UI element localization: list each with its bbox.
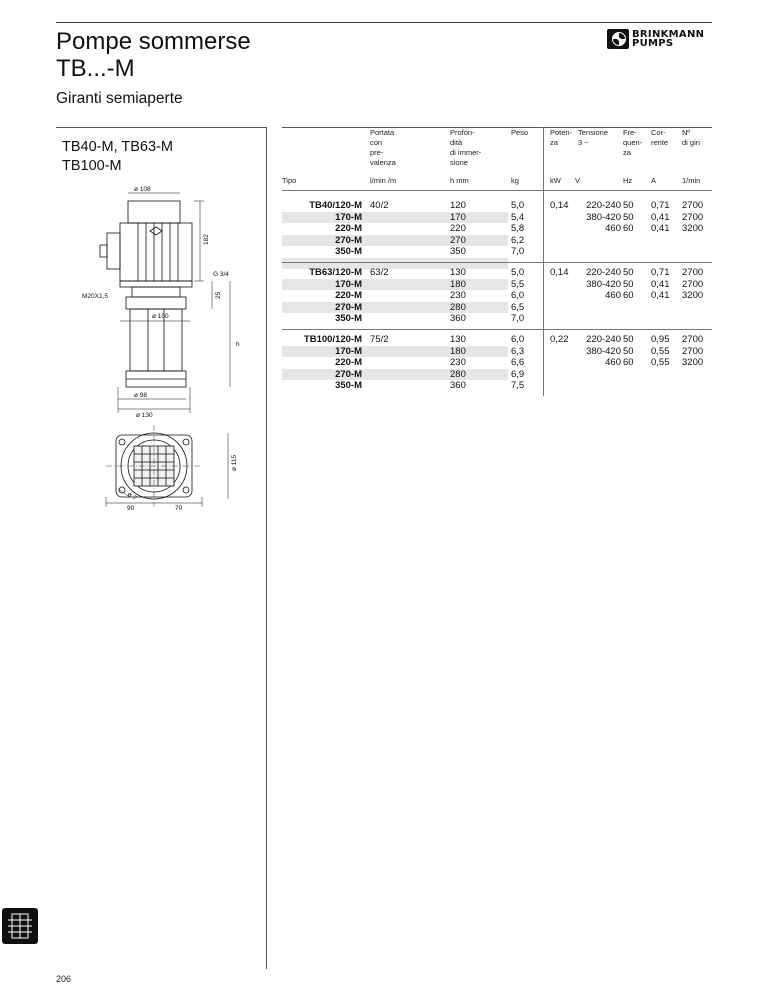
rpm-cell: 3200 (682, 290, 704, 301)
header-portata-l4: valenza (370, 158, 396, 167)
dim-130-label: ø 130 (136, 412, 153, 419)
rpm-cell: 2700 (682, 345, 704, 357)
depth-cell: 180 (450, 345, 466, 357)
unit-portata: l/min /m (370, 176, 397, 185)
header-profondita-l4: sione (450, 158, 468, 167)
voltage-cell: 380-420 (586, 345, 621, 357)
depth-cell: 120 (450, 200, 466, 211)
pump-column (120, 281, 192, 387)
weight-cell: 6,3 (511, 345, 525, 357)
depth-cell: 230 (450, 357, 466, 368)
frequency-cell: 60 (623, 223, 634, 234)
logo-line-1: BRINKMANN (632, 29, 705, 40)
type-cell: 170-M (335, 211, 362, 223)
header-portata-l2: con (370, 138, 383, 147)
bottom-view (106, 425, 202, 507)
header-peso-l1: Peso (511, 128, 529, 137)
current-cell: 0,71 (651, 200, 670, 211)
flow-cell: 75/2 (370, 334, 389, 345)
page-subtitle: Giranti semiaperte (56, 90, 183, 107)
current-cell: 0,41 (651, 290, 670, 301)
header-corrente-l1: Cor- (651, 128, 666, 137)
page-title (56, 28, 251, 82)
front-dimension-labels (82, 186, 240, 419)
depth-cell: 170 (450, 211, 466, 223)
header-portata-l1: Portata (370, 128, 395, 137)
depth-cell: 350 (450, 246, 466, 257)
weight-cell: 6,9 (511, 368, 525, 380)
current-cell: 0,55 (651, 357, 670, 368)
type-cell: 270-M (335, 368, 362, 380)
current-cell: 0,55 (651, 345, 670, 357)
unit-tipo: Tipo (282, 176, 297, 185)
dim-90-label: 90 (127, 505, 135, 512)
voltage-cell: 460 (605, 290, 621, 301)
header-corrente (651, 128, 668, 173)
frequency-cell: 50 (623, 267, 634, 278)
page-number: 206 (56, 974, 72, 984)
dim-thread-label: G 3/4 (213, 271, 229, 278)
unit-tensione: V (575, 176, 581, 185)
frequency-cell: 50 (623, 345, 634, 357)
unit-frequenza: Hz (623, 176, 633, 185)
depth-cell: 270 (450, 234, 466, 246)
weight-cell: 5,0 (511, 267, 525, 278)
rpm-cell: 2700 (682, 267, 704, 278)
header-potenza-l2: za (550, 138, 558, 147)
depth-cell: 180 (450, 278, 466, 290)
type-cell: 220-M (335, 290, 362, 301)
dim-115-label: ø 115 (231, 454, 238, 471)
brinkmann-logo (607, 28, 713, 50)
dim-70-label: 70 (175, 505, 183, 512)
header-tensione (578, 128, 608, 173)
frequency-cell: 50 (623, 211, 634, 223)
type-cell: TB100/120-M (303, 334, 362, 345)
header-giri-l1: Nº (682, 128, 691, 137)
header-profondita-l1: Profon- (450, 128, 475, 137)
header-tensione-l1: Tensione (578, 128, 609, 137)
dim-shaft-label: ø 100 (152, 313, 169, 320)
panel-title-line-1: TB40-M, TB63-M (62, 139, 173, 155)
unit-giri: 1/min (682, 176, 701, 185)
voltage-cell: 380-420 (586, 211, 621, 223)
voltage-cell: 220-240 (586, 334, 621, 345)
header-potenza (550, 128, 572, 173)
header-frequenza-l2: quen- (623, 138, 643, 147)
type-cell: 350-M (335, 380, 362, 391)
rpm-cell: 3200 (682, 223, 704, 234)
type-cell: 170-M (335, 345, 362, 357)
power-cell: 0,22 (550, 334, 569, 345)
front-dimensions (118, 193, 230, 413)
type-cell: 170-M (335, 278, 362, 290)
table-header-rule (282, 190, 712, 191)
header-tensione-l2: 3 ~ (578, 138, 589, 147)
dim-top-label: ø 108 (134, 186, 151, 193)
dim-cable-label: M20X1,5 (82, 293, 109, 300)
header-profondita (450, 128, 481, 173)
weight-cell: 7,5 (511, 380, 525, 391)
current-cell: 0,71 (651, 267, 670, 278)
rpm-cell: 2700 (682, 211, 704, 223)
power-cell: 0,14 (550, 200, 569, 211)
header-frequenza-l1: Fre- (623, 128, 637, 137)
flow-cell: 63/2 (370, 267, 389, 278)
frequency-cell: 50 (623, 334, 634, 345)
drawing-panel (56, 127, 267, 969)
voltage-cell: 460 (605, 357, 621, 368)
frequency-cell: 60 (623, 290, 634, 301)
voltage-cell: 380-420 (586, 278, 621, 290)
panel-title-line-2: TB100-M (62, 158, 122, 174)
current-cell: 0,95 (651, 334, 670, 345)
current-cell: 0,41 (651, 278, 670, 290)
frequency-cell: 50 (623, 200, 634, 211)
motor-body (100, 201, 192, 281)
header-frequenza-l3: za (623, 148, 631, 157)
header-portata-l3: pre- (370, 148, 384, 157)
voltage-cell: 460 (605, 223, 621, 234)
header-corrente-l2: rente (651, 138, 669, 147)
title-line-1: Pompe sommerse (56, 28, 251, 55)
title-line-2: TB...-M (56, 55, 135, 82)
depth-cell: 280 (450, 368, 466, 380)
top-rule (56, 22, 712, 23)
weight-cell: 6,0 (511, 290, 525, 301)
logo-wordmark (632, 30, 704, 48)
type-cell: TB40/120-M (309, 200, 362, 211)
dim-25-label: 25 (215, 291, 222, 299)
frequency-cell: 50 (623, 278, 634, 290)
pump-technical-drawing (56, 128, 266, 968)
rpm-cell: 3200 (682, 357, 704, 368)
depth-cell: 230 (450, 290, 466, 301)
current-cell: 0,41 (651, 223, 670, 234)
header-giri-l2: di giri (682, 138, 700, 147)
unit-profondita: h mm (450, 176, 469, 185)
frequency-cell: 60 (623, 357, 634, 368)
power-cell: 0,14 (550, 267, 569, 278)
section-tab-icon (2, 908, 38, 944)
voltage-cell: 220-240 (586, 267, 621, 278)
depth-cell: 220 (450, 223, 466, 234)
type-cell: 350-M (335, 313, 362, 324)
rpm-cell: 2700 (682, 200, 704, 211)
weight-cell: 7,0 (511, 313, 525, 324)
header-profondita-l3: di immer- (450, 148, 482, 157)
weight-cell: 6,0 (511, 334, 525, 345)
type-cell: 220-M (335, 357, 362, 368)
weight-cell: 5,4 (511, 211, 525, 223)
weight-cell: 6,5 (511, 301, 525, 313)
dim-98-label: ø 98 (134, 392, 148, 399)
pump-logo-icon (607, 29, 629, 49)
dim-h-label: h (236, 341, 240, 348)
header-frequenza (623, 128, 642, 173)
logo-line-2: PUMPS (632, 38, 674, 49)
header-profondita-l2: dità (450, 138, 463, 147)
dim-height-label: 182 (203, 234, 210, 245)
type-cell: 350-M (335, 246, 362, 257)
header-portata (370, 128, 396, 173)
current-cell: 0,41 (651, 211, 670, 223)
header-peso (511, 128, 528, 173)
pump-section-icon (2, 908, 38, 944)
depth-cell: 130 (450, 267, 466, 278)
weight-cell: 5,8 (511, 223, 525, 234)
weight-cell: 7,0 (511, 246, 525, 257)
depth-cell: 130 (450, 334, 466, 345)
group-rule (282, 262, 712, 263)
type-cell: 270-M (335, 301, 362, 313)
dim-7-label: ø 7 (125, 490, 138, 503)
rpm-cell: 2700 (682, 334, 704, 345)
flow-cell: 40/2 (370, 200, 389, 211)
weight-cell: 6,2 (511, 234, 525, 246)
type-cell: 270-M (335, 234, 362, 246)
voltage-cell: 220-240 (586, 200, 621, 211)
unit-potenza: kW (550, 176, 561, 185)
group-rule (282, 329, 712, 330)
depth-cell: 280 (450, 301, 466, 313)
weight-cell: 5,5 (511, 278, 525, 290)
depth-cell: 360 (450, 313, 466, 324)
type-cell: TB63/120-M (309, 267, 362, 278)
unit-corrente: A (651, 176, 657, 185)
rpm-cell: 2700 (682, 278, 704, 290)
table-top-rule (282, 127, 712, 128)
header-potenza-l1: Poten- (550, 128, 573, 137)
header-giri (682, 128, 700, 173)
depth-cell: 360 (450, 380, 466, 391)
unit-peso: kg (511, 176, 519, 185)
type-cell: 220-M (335, 223, 362, 234)
weight-cell: 6,6 (511, 357, 525, 368)
weight-cell: 5,0 (511, 200, 525, 211)
